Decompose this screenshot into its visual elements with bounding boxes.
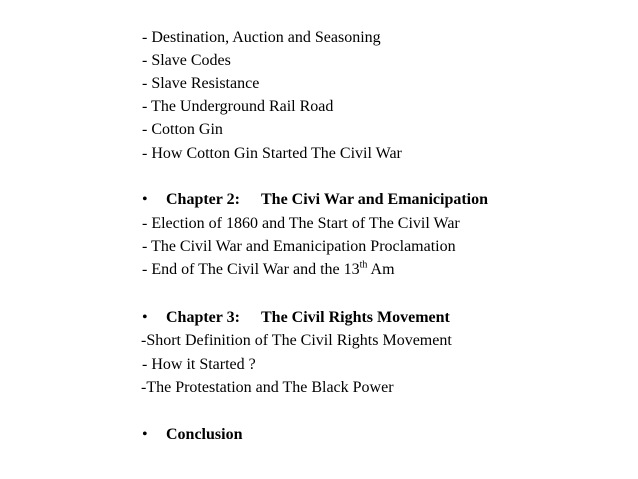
conclusion-label: Conclusion xyxy=(166,426,243,443)
list-item: - Destination, Auction and Seasoning xyxy=(142,29,381,46)
chapter-title: The Civil Rights Movement xyxy=(261,309,450,326)
list-item: - Cotton Gin xyxy=(142,121,223,138)
list-item: - The Underground Rail Road xyxy=(142,98,334,115)
list-item: - Slave Resistance xyxy=(142,75,260,92)
list-item-text-end: Am xyxy=(367,261,395,278)
conclusion-heading xyxy=(142,425,242,445)
bullet-icon: • xyxy=(142,309,148,326)
list-item: - Election of 1860 and The Start of The Civil War xyxy=(142,215,460,232)
chapter-title: The Civi War and Emanicipation xyxy=(261,191,489,208)
list-item: - The Civil War and Emanicipation Proclamation xyxy=(142,238,456,255)
list-item: -Short Definition of The Civil Rights Movement xyxy=(141,332,452,349)
list-item: - How it Started ? xyxy=(142,356,256,373)
chapter-3-heading xyxy=(142,308,450,328)
list-item-text: - End of The Civil War and the 13 xyxy=(142,261,360,278)
chapter-label: Chapter 3: xyxy=(166,309,240,326)
list-item xyxy=(142,260,395,280)
list-item: - Slave Codes xyxy=(142,52,231,69)
chapter-label: Chapter 2: xyxy=(166,191,240,208)
bullet-icon: • xyxy=(142,426,148,443)
ordinal-suffix: th xyxy=(359,259,368,271)
bullet-icon: • xyxy=(142,191,148,208)
list-item: -The Protestation and The Black Power xyxy=(141,379,394,396)
chapter-2-heading xyxy=(142,190,488,210)
list-item: - How Cotton Gin Started The Civil War xyxy=(142,145,402,162)
